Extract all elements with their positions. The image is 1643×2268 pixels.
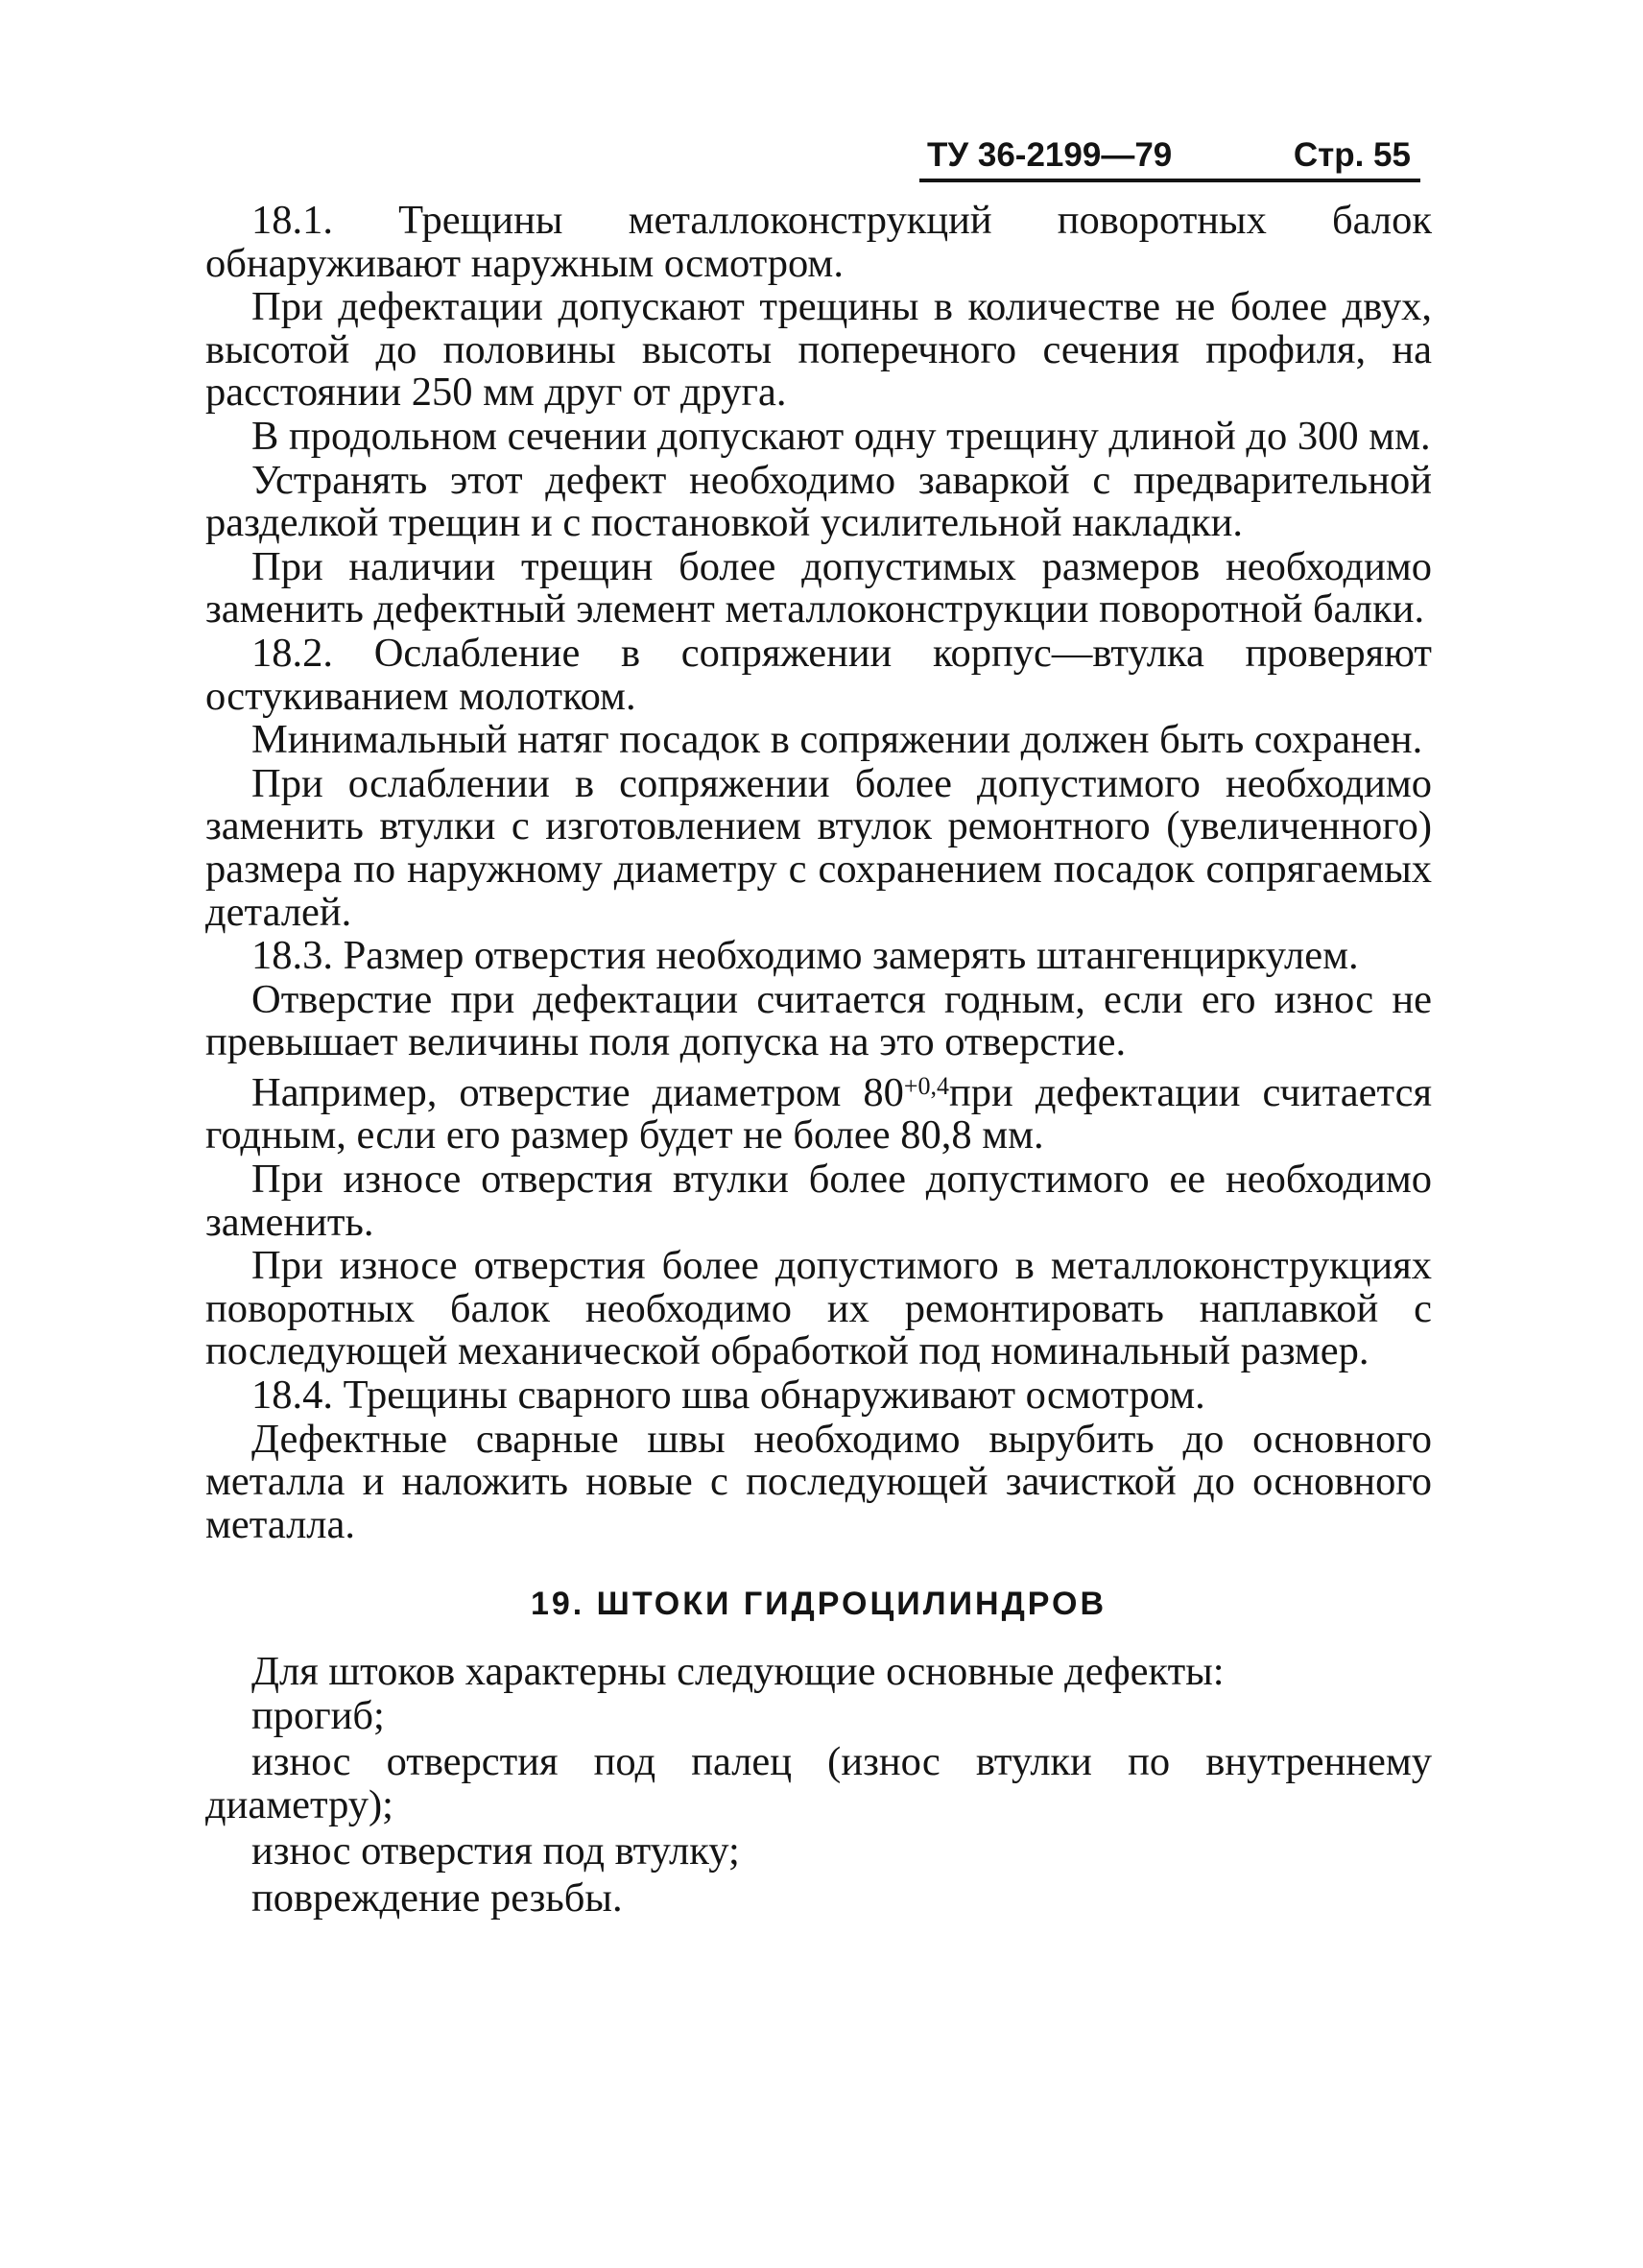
- list-item: повреждение резьбы.: [251, 1874, 623, 1921]
- paragraph: При дефектации допускают трещины в количестве не более двух, высотой до половины высоты поперечного сечения профиля, на расстоянии 250 мм друг от друга.: [205, 284, 1432, 416]
- paragraph-18-4: 18.4. Трещины сварного шва обнаруживают осмотром.: [251, 1373, 1205, 1419]
- paragraph: При наличии трещин более допустимых размеров необходимо заменить дефектный элемент металлоконструкции поворотной балки.: [205, 543, 1432, 633]
- paragraph: Устранять этот дефект необходимо заваркой с предварительной разделкой трещин и с постановкой усилительной накладки.: [205, 457, 1432, 546]
- list-item: износ отверстия под втулку;: [251, 1828, 740, 1874]
- paragraph: При ослаблении в сопряжении более допустимого необходимо заменить втулки с изготовлением втулок ремонтного (увеличенного) размера по наружному диаметру с сохранением посадок сопрягаемых деталей.: [205, 760, 1432, 935]
- paragraph-18-1: 18.1. Трещины металлоконструкций поворотных балок обнаруживают наружным осмотром.: [205, 198, 1432, 286]
- tolerance-superscript: +0,4: [903, 1071, 950, 1100]
- paragraph: При износе отверстия более допустимого в металлоконструкциях поворотных балок необходимо их ремонтировать наплавкой с последующей механической обработкой под номинальный размер.: [205, 1243, 1432, 1374]
- section-intro: Для штоков характерны следующие основные дефекты:: [251, 1649, 1225, 1694]
- list-item: прогиб;: [251, 1692, 385, 1738]
- paragraph: Дефектные сварные швы необходимо вырубить до основного металла и наложить новые с последующей зачисткой до основного металла.: [205, 1416, 1432, 1547]
- list-item: износ отверстия под палец (износ втулки по внутреннему диаметру);: [205, 1739, 1432, 1827]
- section-title: 19. ШТОКИ ГИДРОЦИЛИНДРОВ: [530, 1586, 1107, 1623]
- paragraph: Отверстие при дефектации считается годным, если его износ не превышает величины поля допуска на это отверстие.: [205, 976, 1432, 1065]
- paragraph-example: [205, 1065, 1432, 1158]
- page-number: Стр. 55: [1293, 136, 1411, 174]
- paragraph-18-2: 18.2. Ослабление в сопряжении корпус—втулка проверяют остукиванием молотком.: [205, 630, 1432, 719]
- document-code: ТУ 36-2199—79: [927, 136, 1173, 174]
- example-text-end: при дефектации считается годным, если его размер будет не более 80,8 мм.: [205, 1069, 1432, 1158]
- example-text-start: Например, отверстие диаметром 80: [251, 1069, 904, 1115]
- page-header: [919, 132, 1420, 182]
- paragraph-18-3: 18.3. Размер отверстия необходимо замерять штангенциркулем.: [251, 933, 1359, 979]
- paragraph: Минимальный натяг посадок в сопряжении должен быть сохранен.: [251, 717, 1423, 763]
- paragraph: В продольном сечении допускают одну трещину длиной до 300 мм.: [251, 413, 1431, 459]
- body-text: [205, 200, 1432, 1924]
- paragraph: При износе отверстия втулки более допустимого ее необходимо заменить.: [205, 1157, 1432, 1245]
